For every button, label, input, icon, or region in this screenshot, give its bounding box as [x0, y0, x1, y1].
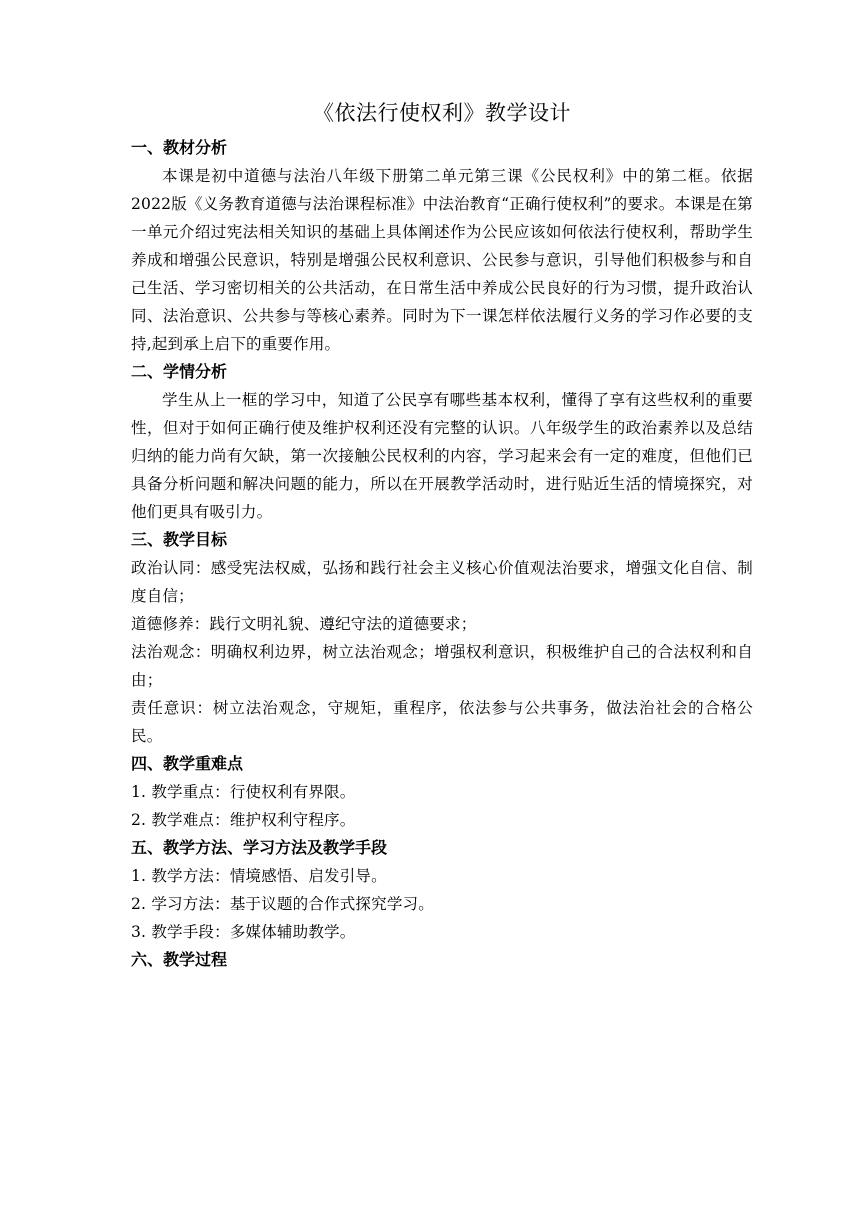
section-heading: 一、教材分析: [131, 138, 228, 157]
list-item: 2. 学习方法：基于议题的合作式探究学习。: [131, 895, 434, 913]
list-item: 1. 教学重点：行使权利有界限。: [131, 783, 356, 801]
section-key-difficult-points: [131, 750, 753, 834]
objective-item: 政治认同：感受宪法权威，弘扬和践行社会主义核心价值观法治要求，增强文化自信、制度自信；: [131, 559, 753, 605]
paragraph: 本课是初中道德与法治八年级下册第二单元第三课《公民权利》中的第二框。依据 2022版《义务教育道德与法治课程标准》中法治教育“正确行使权利”的要求。本课是在第一单元介绍过宪法相关知识的基础上具体阐述作为公民应该如何依法行使权利，帮助学生养成和增强公民意识，特别是增强公民权利意识、公民参与意识，引导他们积极参与和自己生活、学习密切相关的公共活动，在日常生活中养成公民良好的行为习惯，提升政治认同、法治意识、公共参与等核心素养。同时为下一课怎样依法履行义务的学习作必要的支持,起到承上启下的重要作用。: [131, 167, 753, 353]
section-heading: 五、教学方法、学习方法及教学手段: [131, 838, 388, 857]
section-heading: 六、教学过程: [131, 950, 228, 969]
list-item: 3. 教学手段：多媒体辅助教学。: [131, 923, 356, 941]
document-body: [131, 96, 753, 974]
section-textbook-analysis: [131, 134, 753, 358]
section-heading: 四、教学重难点: [131, 754, 244, 773]
list-item: 2. 教学难点：维护权利守程序。: [131, 811, 356, 829]
section-methods: [131, 834, 753, 946]
section-learner-analysis: [131, 358, 753, 526]
section-heading: 三、教学目标: [131, 530, 228, 549]
section-heading: 二、学情分析: [131, 362, 228, 381]
document-title: 《依法行使权利》教学设计: [313, 101, 571, 125]
section-teaching-process: [131, 946, 753, 974]
paragraph: 学生从上一框的学习中，知道了公民享有哪些基本权利，懂得了享有这些权利的重要性，但对于如何正确行使及维护权利还没有完整的认识。八年级学生的政治素养以及总结归纳的能力尚有欠缺，第一次接触公民权利的内容，学习起来会有一定的难度，但他们已具备分析问题和解决问题的能力，所以在开展教学活动时，进行贴近生活的情境探究，对他们更具有吸引力。: [131, 391, 753, 521]
objective-item: 法治观念：明确权利边界，树立法治观念；增强权利意识，积极维护自己的合法权利和自由；: [131, 643, 753, 689]
list-item: 1. 教学方法：情境感悟、启发引导。: [131, 867, 387, 885]
objective-item: 责任意识：树立法治观念，守规矩，重程序，依法参与公共事务，做法治社会的合格公民。: [131, 699, 753, 745]
section-teaching-objectives: [131, 526, 753, 750]
objective-item: 道德修养：践行文明礼貌、遵纪守法的道德要求；: [131, 615, 477, 633]
